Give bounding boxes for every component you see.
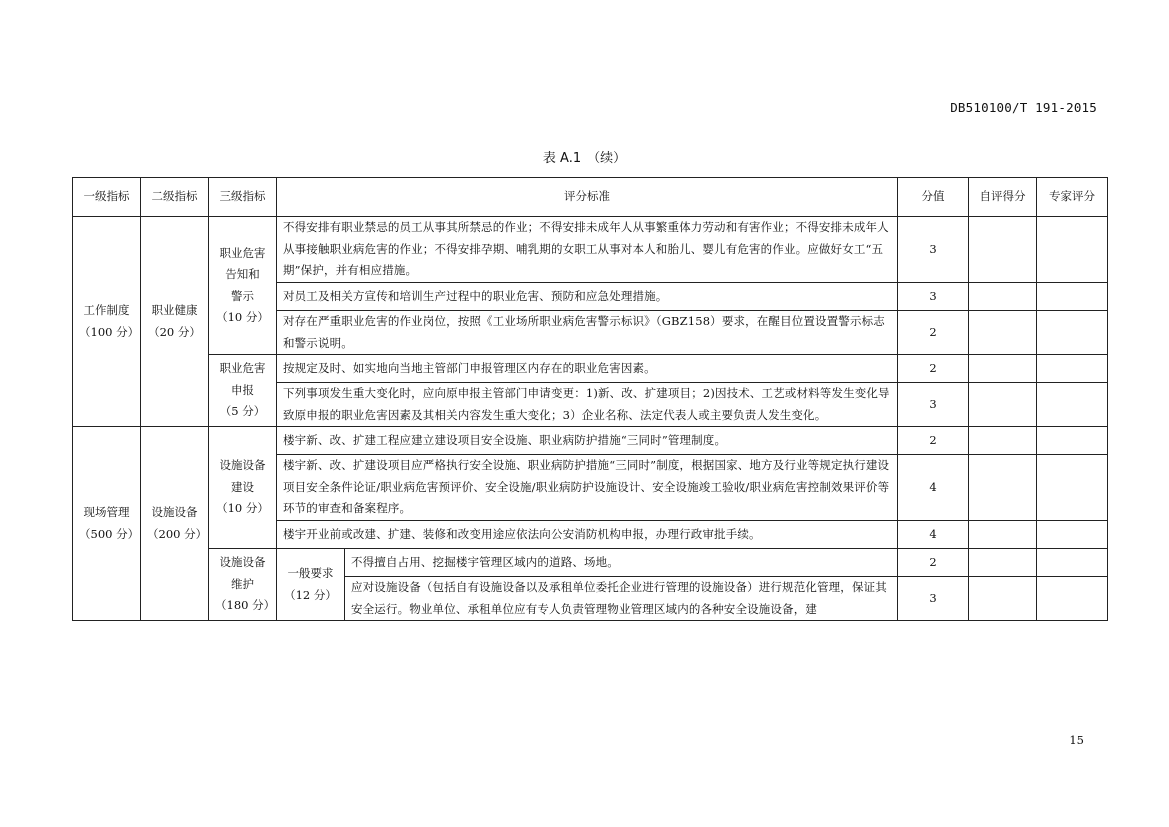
level3-report: 职业危害 申报 （5 分）: [209, 355, 277, 427]
level1-work-system: 工作制度 （100 分）: [73, 217, 141, 427]
header-level3: 三级指标: [209, 178, 277, 217]
score-cell: 2: [898, 355, 969, 383]
self-score-cell[interactable]: [969, 383, 1037, 427]
self-score-cell[interactable]: [969, 311, 1037, 355]
score-cell: 3: [898, 217, 969, 283]
table-title: [0, 147, 1169, 166]
score-cell: 3: [898, 577, 969, 621]
expert-score-cell[interactable]: [1037, 521, 1108, 549]
level2-health: 职业健康 （20 分）: [141, 217, 209, 427]
document-code: DB510100/T 191-2015: [950, 100, 1097, 115]
self-score-cell[interactable]: [969, 427, 1037, 455]
criteria-cell: 楼宇开业前或改建、扩建、装修和改变用途应依法向公安消防机构申报，办理行政审批手续。: [277, 521, 898, 549]
criteria-cell: 对存在严重职业危害的作业岗位，按照《工业场所职业病危害警示标识》（GBZ158）要求，在醒目位置设置警示标志和警示说明。: [277, 311, 898, 355]
header-score: 分值: [898, 178, 969, 217]
expert-score-cell[interactable]: [1037, 577, 1108, 621]
self-score-cell[interactable]: [969, 521, 1037, 549]
header-level1: 一级指标: [73, 178, 141, 217]
expert-score-cell[interactable]: [1037, 549, 1108, 577]
table-title-main: 表 A.1: [542, 151, 582, 166]
table-row: [73, 427, 1108, 455]
criteria-cell: 楼宇新、改、扩建设项目应严格执行安全设施、职业病防护措施“三同时”制度，根据国家、地方及行业等规定执行建设项目安全条件论证/职业病危害预评价、安全设施/职业病防护设施设计、安全设施竣工验收/职业病危害控制效果评价等环节的审查和备案程序。: [277, 455, 898, 521]
scoring-table: [72, 177, 1108, 621]
expert-score-cell[interactable]: [1037, 455, 1108, 521]
self-score-cell[interactable]: [969, 549, 1037, 577]
score-cell: 4: [898, 455, 969, 521]
level3-build: 设施设备 建设 （10 分）: [209, 427, 277, 549]
self-score-cell[interactable]: [969, 577, 1037, 621]
header-expert-score: 专家评分: [1037, 178, 1108, 217]
level2-facility: 设施设备 （200 分）: [141, 427, 209, 621]
criteria-cell: 按规定及时、如实地向当地主管部门申报管理区内存在的职业危害因素。: [277, 355, 898, 383]
page-number: 15: [1069, 733, 1084, 747]
self-score-cell[interactable]: [969, 455, 1037, 521]
table-title-sub: （续）: [587, 151, 627, 166]
score-cell: 4: [898, 521, 969, 549]
self-score-cell[interactable]: [969, 355, 1037, 383]
score-cell: 2: [898, 427, 969, 455]
expert-score-cell[interactable]: [1037, 383, 1108, 427]
self-score-cell[interactable]: [969, 283, 1037, 311]
expert-score-cell[interactable]: [1037, 355, 1108, 383]
expert-score-cell[interactable]: [1037, 217, 1108, 283]
score-cell: 3: [898, 283, 969, 311]
header-level2: 二级指标: [141, 178, 209, 217]
criteria-cell: 不得安排有职业禁忌的员工从事其所禁忌的作业；不得安排未成年人从事繁重体力劳动和有害作业；不得安排未成年人从事接触职业病危害的作业；不得安排孕期、哺乳期的女职工从事对本人和胎儿、婴儿有危害的作业。应做好女工“五期”保护，并有相应措施。: [277, 217, 898, 283]
score-cell: 2: [898, 311, 969, 355]
criteria-cell: 楼宇新、改、扩建工程应建立建设项目安全设施、职业病防护措施“三同时”管理制度。: [277, 427, 898, 455]
level1-site-mgmt: 现场管理 （500 分）: [73, 427, 141, 621]
table-row: [73, 217, 1108, 283]
score-cell: 2: [898, 549, 969, 577]
criteria-cell: 对员工及相关方宣传和培训生产过程中的职业危害、预防和应急处理措施。: [277, 283, 898, 311]
self-score-cell[interactable]: [969, 217, 1037, 283]
level4-general: 一般要求 （12 分）: [277, 549, 345, 621]
header-criteria: 评分标准: [277, 178, 898, 217]
level3-maint: 设施设备 维护 （180 分）: [209, 549, 277, 621]
expert-score-cell[interactable]: [1037, 427, 1108, 455]
expert-score-cell[interactable]: [1037, 311, 1108, 355]
table-header-row: [73, 178, 1108, 217]
score-cell: 3: [898, 383, 969, 427]
table-row: [73, 355, 1108, 383]
expert-score-cell[interactable]: [1037, 283, 1108, 311]
level3-notice: 职业危害 告知和 警示 （10 分）: [209, 217, 277, 355]
criteria-cell: 下列事项发生重大变化时，应向原申报主管部门申请变更：1)新、改、扩建项目；2)因技术、工艺或材料等发生变化导致原申报的职业危害因素及其相关内容发生重大变化；3）企业名称、法定代表人或主要负责人发生变化。: [277, 383, 898, 427]
header-self-score: 自评得分: [969, 178, 1037, 217]
table-row: [73, 549, 1108, 577]
criteria-cell: 应对设施设备（包括自有设施设备以及承租单位委托企业进行管理的设施设备）进行规范化管理，保证其安全运行。物业单位、承租单位应有专人负责管理物业管理区域内的各种安全设施设备，建: [345, 577, 898, 621]
criteria-cell: 不得擅自占用、挖掘楼宇管理区域内的道路、场地。: [345, 549, 898, 577]
